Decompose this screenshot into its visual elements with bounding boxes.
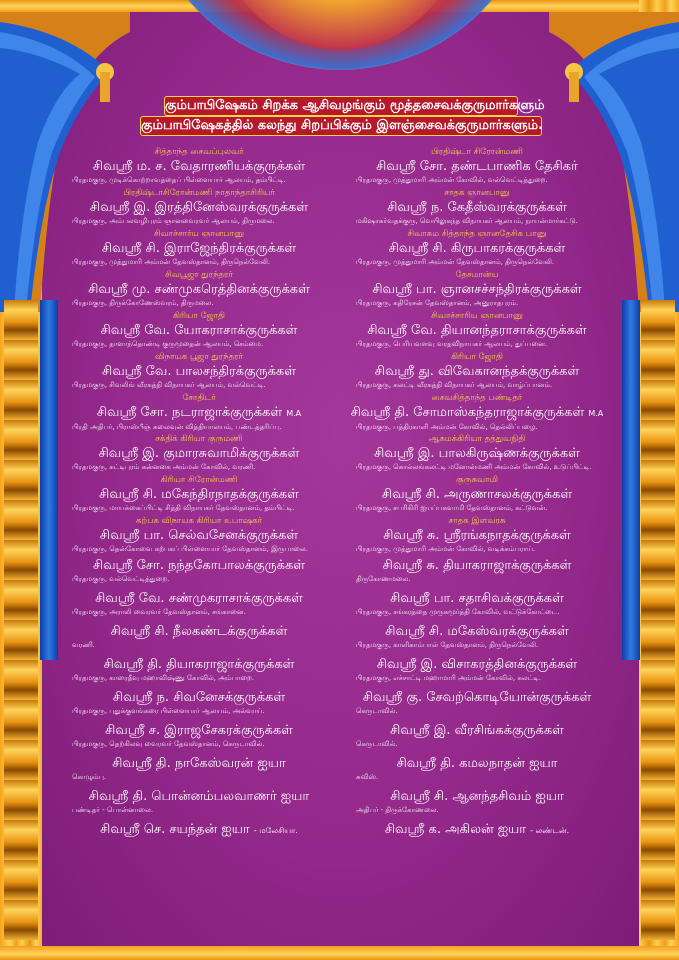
guru-name [340, 322, 614, 339]
right-guru-entry [340, 434, 614, 472]
temple-place: பிரதமகுரு, புதுக்குளங்கரை பிள்ளையார் ஆலயம், அல்வாய். [72, 707, 265, 715]
guru-name-text: சிவஸ்ரீ சி. ஆனந்தசிவம் ஐயா [390, 789, 564, 804]
guru-name [340, 722, 614, 739]
title-line-2: கும்பாபிஷேகத்தில் கலந்து சிறப்பிக்கும் இளஞ்சைவக்குருமார்களும். [140, 116, 542, 136]
left-guru-entry [62, 656, 336, 683]
left-guru-entry [62, 147, 336, 185]
guru-name-text: சிவஸ்ரீ சி. மகேஸ்வரக்குருக்கள் [385, 624, 569, 639]
right-guru-entry [340, 722, 614, 749]
temple-place: பிரதமகுரு, அம்பலவழிபுரம் ஞானவைரவர் ஆலயம், திருமலை. [72, 217, 275, 225]
left-guru-entry [62, 352, 336, 390]
mandala-decoration [150, 0, 530, 70]
gold-border-bottom [0, 946, 679, 960]
guru-name-text: சிவஸ்ரீ சு. ஸ்ரீரங்கநாதக்குருக்கள் [383, 528, 571, 543]
guru-name-text: சிவஸ்ரீ பா. சதாசிவக்குருக்கள் [390, 591, 564, 606]
title-block [98, 96, 584, 132]
temple-place: பிரதமகுரு, மாயக்கைப்பிட்டி சித்தி விநாயகர் தேவஸ்தானம், தம்பிட்டி. [72, 504, 295, 512]
right-guru-entry [340, 147, 614, 185]
right-guru-entry [340, 656, 614, 683]
guru-name [340, 656, 614, 673]
honorific-title: சிவாச்சார்ய ஞானபானு [154, 229, 244, 239]
guru-name-text: சிவஸ்ரீ வே. பாலசந்திரக்குருக்கள் [102, 364, 296, 379]
left-guru-entry [62, 516, 336, 554]
guru-name-text: சிவஸ்ரீ சு. தியாகராஜாக்குருக்கள் [382, 558, 572, 573]
title-line-1: கும்பாபிஷேகம் சிறக்க ஆசிவழங்கும் மூத்தசைவக்குருமார்களும் [164, 96, 518, 116]
temple-place: பிரதமகுரு, முத்துமாரி அம்மன் தேவஸ்தானம், திருநெல்வேலி. [356, 258, 555, 266]
guru-name-text: சிவஸ்ரீ வே. யோகராசாக்குருக்கள் [100, 323, 298, 338]
honorific-title: கிரியா ஜோதி [172, 311, 226, 321]
temple-place: மகிஷாசுர்வதக்குரு, வெயிலுகந்த விநாயகர் ஆலயம், நாயன்மார்கட்டு. [356, 217, 578, 225]
guru-name-text: சிவஸ்ரீ ம. ச. வேதாரணியக்குருக்கள் [92, 159, 306, 174]
temple-place: பிரதமகுரு, சங்கரத்தை முருகமூர்த்தி கோவில், வட்டுக்கோட்டை. [356, 608, 560, 616]
guru-name-text: சிவஸ்ரீ ந. கேதீஸ்வரக்குருக்கள் [387, 200, 567, 215]
guru-name-text: சிவஸ்ரீ சி. இராஜேந்திரக்குருக்கள் [101, 241, 297, 256]
guru-name [62, 821, 336, 839]
guru-name [62, 527, 336, 544]
guru-name [340, 527, 614, 544]
left-guru-entry [62, 270, 336, 308]
guru-name [340, 486, 614, 503]
temple-place: பிரதமகுரு, கலட்டி வீரகத்தி விநாயகர் ஆலயம், வாழ்ப்பானம். [356, 381, 553, 389]
temple-place: அதிபர் - திருக்கோணலை. [356, 806, 439, 814]
guru-name-text: சிவஸ்ரீ சி. மகேந்திரநாதக்குருக்கள் [99, 487, 299, 502]
honorific-title: தேசமான்ய [455, 270, 499, 280]
temple-place: பிரதமகுரு, கட்டிபுரம் கன்னகை அம்மன் கோவில், வரணி. [72, 463, 256, 471]
left-guru-entry [62, 821, 336, 839]
honorific-title: குருசுவாமி [456, 475, 498, 485]
right-guru-entry [340, 623, 614, 650]
right-guru-entry [340, 311, 614, 349]
guru-name [340, 363, 614, 380]
guru-name-text: சிவஸ்ரீ தி. சோமாஸ்கந்தராஜாக்குருக்கள் [350, 405, 585, 420]
temple-place: பிரதமகுரு, எச்சாட்டி மஹாமாரி அம்மன் கோவில், கலட்டி. [356, 674, 542, 682]
guru-name-text: சிவஸ்ரீ இ. வீரசிங்கக்குருக்கள் [390, 723, 564, 738]
guru-name-text: சிவஸ்ரீ சி. நீலகண்டக்குருக்கள் [110, 624, 288, 639]
honorific-title: சைவசித்தாந்த பண்டிதர் [431, 393, 523, 403]
guru-name [62, 281, 336, 298]
temple-place: சுவிஸ். [356, 773, 379, 781]
guru-name [62, 322, 336, 339]
guru-name [62, 623, 336, 640]
guru-name-text: சிவஸ்ரீ கு. சேவற்கொடியோன்குருக்கள் [362, 690, 592, 705]
guru-name [340, 281, 614, 298]
guru-name-text: சிவஸ்ரீ சோ. நந்தகோபாலக்குருக்கள் [92, 558, 306, 573]
right-guru-entry [340, 393, 614, 432]
guru-name [62, 755, 336, 772]
guru-name-text: சிவஸ்ரீ பா. செல்வசேனக்குருக்கள் [99, 528, 299, 543]
temple-place: பிரதமகுரு, திருக்கோணேஸ்வரம், திருமலை. [72, 299, 214, 307]
guru-name-text: சிவஸ்ரீ ச. இராஜசேகரக்குருக்கள் [105, 723, 293, 738]
guru-name [340, 689, 614, 706]
temple-place: பிரதமகுரு, பெரியவளவு வரதவிநாயகர் ஆலயம், துப்பனை. [356, 340, 548, 348]
temple-place: பிரதமகுரு, முத்துமாரி அம்மன் தேவஸ்தானம், திருநெல்வேலி. [72, 258, 271, 266]
guru-name-text: சிவஸ்ரீ தி. நாகேஸ்வரன் ஐயா [112, 756, 286, 771]
guru-name [62, 240, 336, 257]
honorific-title: கிரியா சிரோன்மணி [160, 475, 238, 485]
right-drape [622, 300, 640, 660]
left-guru-entry [62, 188, 336, 226]
guru-name [62, 590, 336, 607]
guru-name [62, 788, 336, 805]
temple-place: கொழும்பு. [72, 773, 107, 781]
honorific-title: பிரதிஷ்டா சிரோன்மணி [431, 147, 523, 157]
guru-name [340, 240, 614, 257]
right-guru-entry [340, 516, 614, 554]
name-suffix: M.A [588, 409, 604, 418]
guru-name [62, 363, 336, 380]
guru-name-text: சிவஸ்ரீ சோ. தண்டபாணிக தேசிகர் [376, 159, 578, 174]
guru-name-text: சிவஸ்ரீ து. விவேகானந்தக்குருக்கள் [374, 364, 580, 379]
temple-place: பிரதமகுரு, சிவலிங் வீரகத்தி விநாயகர் ஆலயம், வல்வெட்டி. [72, 381, 266, 389]
right-guru-entry [340, 821, 614, 839]
guru-name-text: சிவஸ்ரீ தி. பொன்னம்பலவாணர் ஐயா [88, 789, 310, 804]
left-pillar [4, 300, 38, 940]
guru-name [62, 656, 336, 673]
guru-name [62, 689, 336, 706]
temple-place: பண்டிதர் - பொன்னாலை. [72, 806, 154, 814]
temple-place: பிரதமகுரு, அராலி வைரவர் தேவஸ்தானம், சங்கானை. [72, 608, 246, 616]
guru-name-text: சிவஸ்ரீ சோ. நடராஜாக்குருக்கள் [96, 405, 283, 420]
guru-name [62, 404, 336, 422]
right-guru-entry [340, 475, 614, 513]
temple-place: பிரதமகுரு, காரைதீவு மஹாவிஷ்ணு கோவில், அம்பாறை. [72, 674, 255, 682]
honorific-title: சோதிடர் [182, 393, 216, 403]
temple-place: பிரதமகுரு, கொல்லங்கலட்டி மனோன்மணி அம்மன் கோவில், உடுப்பிட்டி. [356, 463, 592, 471]
guru-name-text: சிவஸ்ரீ இ. இரத்தினேஸ்வரக்குருக்கள் [89, 200, 309, 215]
temple-place: பிரதமகுரு, கதிரேசன் தேவஸ்தானம், அனுராதபுரம். [356, 299, 519, 307]
guru-name-text: சிவஸ்ரீ தி. கமலநாதன் ஐயா [396, 756, 558, 771]
temple-place: பிரதமகுரு, தாளாந்தொண்டி குருமூதைன் ஆலயம், செம்மை. [72, 340, 264, 348]
right-guru-entry [340, 188, 614, 226]
temple-place: பிரதமகுரு, தெற்கிலவு வைரவர் தேவஸ்தானம், கெருடாவில். [72, 740, 265, 748]
guru-name [62, 158, 336, 175]
honorific-title: கிரியா ஜோதி [450, 352, 504, 362]
guru-name [62, 557, 336, 574]
left-guru-entry [62, 557, 336, 584]
guru-name-text: சிவஸ்ரீ சி. கிருபாகரக்குருக்கள் [388, 241, 566, 256]
honorific-title: சக்திக் கிரியா குருமணி [155, 434, 243, 444]
guru-name [62, 722, 336, 739]
right-guru-entry [340, 689, 614, 716]
guru-name-text: சிவஸ்ரீ இ. பாலகிருஷ்ணக்குருக்கள் [374, 446, 580, 461]
guru-name-text: சிவஸ்ரீ பா. ஞானசச்சந்திரக்குருக்கள் [372, 282, 582, 297]
guru-name [62, 445, 336, 462]
left-guru-entry [62, 434, 336, 472]
temple-place: வரணி. [72, 641, 95, 649]
guru-name [340, 755, 614, 772]
temple-place: பிரதமகுரு, முத்துமாரி அம்மன் கோவில், வடிக்கம்பராய். [356, 545, 536, 553]
left-drape [40, 300, 58, 660]
right-guru-entry [340, 270, 614, 308]
honorific-title: சிவாகம சித்தாந்த ஞானதேசிக பானு [407, 229, 547, 239]
honorific-title: பிரதிஷ்டாசிரோன்மணி நாதாந்தாசிரியர் [123, 188, 275, 198]
left-guru-entry [62, 590, 336, 617]
left-guru-entry [62, 475, 336, 513]
honorific-title: சாதக இளவரசு [448, 516, 506, 526]
left-guru-entry [62, 689, 336, 716]
guru-name-text: சிவஸ்ரீ க. அகிலன் ஐயா [384, 822, 527, 837]
guru-name-text: சிவஸ்ரீ இ. குமாரசுவாமிக்குருக்கள் [98, 446, 300, 461]
right-guru-entry [340, 755, 614, 782]
temple-place: பிரதமகுரு, சபரிகிரி ஐயப்பசுவாமி தேவஸ்தானம், கட்டுவன். [356, 504, 548, 512]
left-guru-entry [62, 229, 336, 267]
guru-name [340, 623, 614, 640]
guru-name [340, 557, 614, 574]
guru-name [340, 788, 614, 805]
left-guru-entry [62, 722, 336, 749]
name-suffix: - லண்டன். [530, 826, 570, 835]
temple-place: பிரதமகுரு, முடிக்கொற்றாவத்தைப் பிள்ளையார் ஆலயம், தம்பிட்டி. [72, 176, 286, 184]
temple-place: கெருடாவில். [356, 740, 398, 748]
right-guru-entry [340, 352, 614, 390]
honorific-title: கற்பக விநாயக கிரியா உபாஷகர் [135, 516, 263, 526]
temple-place: பிரதமகுரு, தென்கோவை கற்பகப் பிள்ளையார் தேவஸ்தானம், இருபாலை. [72, 545, 308, 553]
left-guru-entry [62, 623, 336, 650]
guru-name-text: சிவஸ்ரீ மு. சண்முகரெத்தினக்குருக்கள் [88, 282, 310, 297]
honorific-title: சாதக ஞானபானு [444, 188, 510, 198]
guru-name [340, 158, 614, 175]
honorific-title: சிவபூஜா துரந்தரர் [165, 270, 233, 280]
name-suffix: M.A [286, 409, 302, 418]
left-guru-entry [62, 393, 336, 432]
guru-name-text: சிவஸ்ரீ வே. சண்முகராசாக்குருக்கள் [95, 591, 303, 606]
guru-name [62, 486, 336, 503]
guru-name [340, 199, 614, 216]
temple-place: பிரதமகுரு, பத்திரகாளி அம்மன் கோவில், தெல்லிப்பழை. [356, 423, 538, 431]
guru-name [340, 821, 614, 839]
temple-place: பிரதமகுரு, முத்துமாரி அம்மன் கோவில், வல்வெட்டித்துறை. [356, 176, 548, 184]
guru-name [340, 404, 614, 422]
temple-place: பிரதமகுரு, வல்வெட்டித்துறை. [72, 575, 170, 583]
temple-place: கெருடாவில். [356, 707, 398, 715]
temple-place: பிரதி அதிபர், பிராஸ்பீஞ் கலைவுன் வித்தியாலயம், பண்டத்தரிப்பு. [72, 423, 282, 431]
guru-name [62, 199, 336, 216]
right-guru-entry [340, 590, 614, 617]
right-guru-entry [340, 557, 614, 584]
right-guru-entry [340, 788, 614, 815]
left-guru-entry [62, 788, 336, 815]
guru-name [340, 445, 614, 462]
honorific-title: சிவாச்சாரிய ஞானபானு [431, 311, 523, 321]
guru-name-text: சிவஸ்ரீ வே. தியானந்தராசாக்குருக்கள் [367, 323, 587, 338]
left-guru-entry [62, 755, 336, 782]
guru-name-text: சிவஸ்ரீ தி. தியாகராஜாக்குருக்கள் [103, 657, 295, 672]
honorific-title: விநாயக பூஜா துரந்தரர் [155, 352, 243, 362]
honorific-title: சித்தாந்த சைவப்புலவர் [154, 147, 244, 157]
guru-name-text: சிவஸ்ரீ ந. சிவனேசக்குருக்கள் [112, 690, 286, 705]
guru-name [340, 590, 614, 607]
temple-place: பிரதமகுரு, காளிகாம்பாள் தேவஸ்தானம், திருநெல்வேலி. [356, 641, 539, 649]
temple-place: திருகோணமலை. [356, 575, 411, 583]
guru-name-text: சிவஸ்ரீ சி. அருணாசலக்குருக்கள் [381, 487, 573, 502]
honorific-title: ஆகமக்கிரியா தத்துவநிதி [428, 434, 526, 444]
name-suffix: - மலேசியா. [253, 826, 298, 835]
guru-name-text: சிவஸ்ரீ இ. விசாகரத்தினக்குருக்கள் [376, 657, 578, 672]
right-guru-entry [340, 229, 614, 267]
right-pillar [641, 300, 675, 940]
left-guru-entry [62, 311, 336, 349]
guru-name-text: சிவஸ்ரீ செ. சயந்தன் ஐயா [100, 822, 250, 837]
